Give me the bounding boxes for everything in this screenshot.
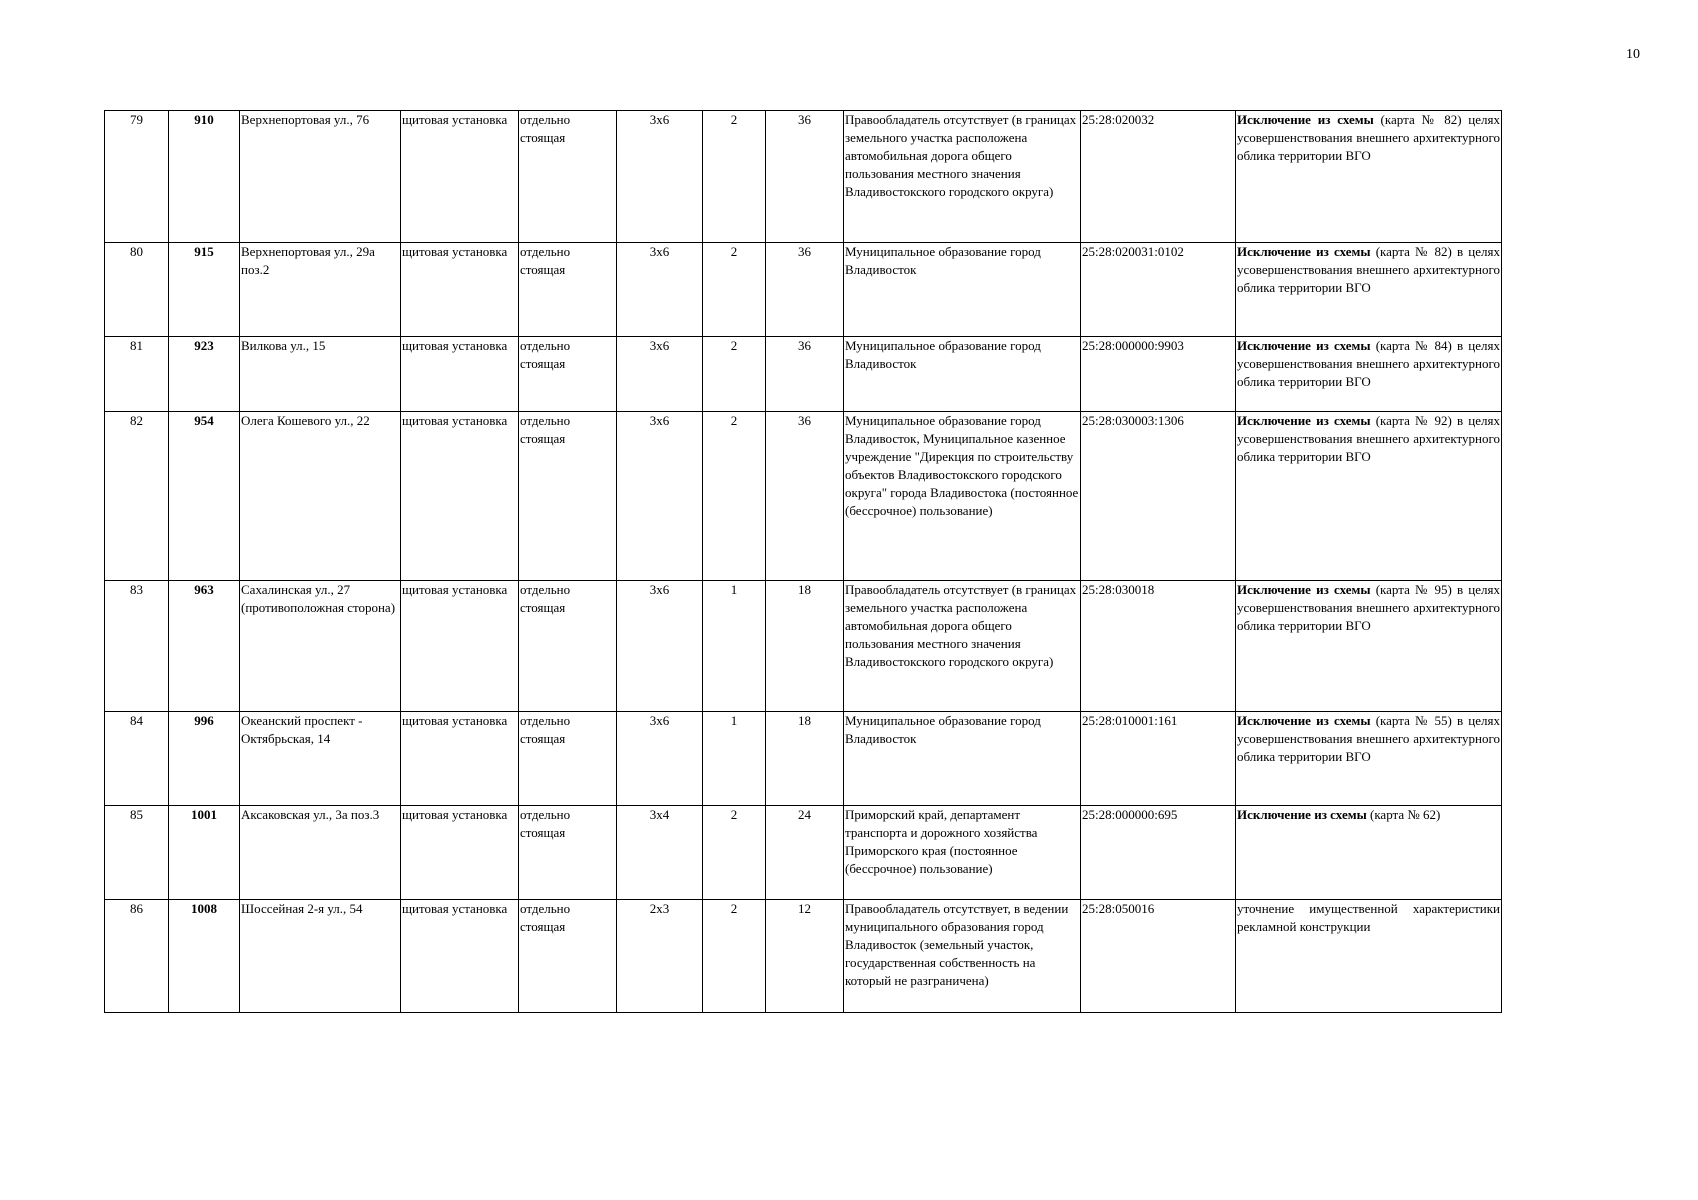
note-bold-text: Исключение из схемы [1237,244,1371,259]
size-cell: 3х6 [617,111,703,243]
cadastre-number-cell: 25:28:050016 [1081,900,1236,1013]
construction-id: 954 [169,412,240,581]
sides-cell: 2 [703,900,766,1013]
placement-cell: отдельно стоящая [519,111,617,243]
table-row [105,806,1502,900]
row-number: 85 [105,806,169,900]
cadastre-number-cell: 25:28:020031:0102 [1081,243,1236,337]
construction-id: 923 [169,337,240,412]
area-cell: 18 [766,581,844,712]
table-row [105,337,1502,412]
sides-cell: 2 [703,806,766,900]
area-cell: 36 [766,243,844,337]
construction-id: 1001 [169,806,240,900]
cadastre-number-cell: 25:28:000000:9903 [1081,337,1236,412]
owner-cell: Правообладатель отсутствует, в ведении муниципального образования город Владивосток (земельный участок, государственная собственность на который не разграничена) [844,900,1081,1013]
note-cell [1236,412,1502,581]
table-row [105,581,1502,712]
note-bold-text: Исключение из схемы [1237,413,1371,428]
placement-cell: отдельно стоящая [519,243,617,337]
note-text: (карта № 84) в целях усовершенствования внешнего архитектурного облика территории ВГО [1237,338,1500,389]
note-text: уточнение имущественной характеристики рекламной конструкции [1237,901,1500,934]
row-number: 83 [105,581,169,712]
area-cell: 24 [766,806,844,900]
note-text: (карта № 82) целях усовершенствования внешнего архитектурного облика территории ВГО [1237,112,1500,163]
sides-cell: 2 [703,243,766,337]
note-text: (карта № 62) [1366,807,1441,822]
row-number: 81 [105,337,169,412]
address-cell: Аксаковская ул., 3а поз.3 [240,806,401,900]
row-number: 84 [105,712,169,806]
owner-cell: Муниципальное образование город Владивосток [844,712,1081,806]
address-cell: Верхнепортовая ул., 29а поз.2 [240,243,401,337]
size-cell: 2х3 [617,900,703,1013]
note-bold-text: Исключение из схемы [1237,338,1371,353]
note-cell [1236,712,1502,806]
placement-cell: отдельно стоящая [519,806,617,900]
advertising-structures-table [104,110,1502,1013]
note-bold-text: Исключение из схемы [1237,582,1371,597]
sides-cell: 2 [703,337,766,412]
construction-id: 1008 [169,900,240,1013]
cadastre-number-cell: 25:28:000000:695 [1081,806,1236,900]
size-cell: 3х6 [617,581,703,712]
owner-cell: Муниципальное образование город Владивосток, Муниципальное казенное учреждение "Дирекция по строительству объектов Владивостокского городского округа" города Владивостока (постоянное (бессрочное) пользование) [844,412,1081,581]
cadastre-number-cell: 25:28:020032 [1081,111,1236,243]
construction-id: 963 [169,581,240,712]
note-text: (карта № 92) в целях усовершенствования внешнего архитектурного облика территории ВГО [1237,413,1500,464]
note-cell [1236,806,1502,900]
area-cell: 12 [766,900,844,1013]
cadastre-number-cell: 25:28:030003:1306 [1081,412,1236,581]
cadastre-number-cell: 25:28:030018 [1081,581,1236,712]
owner-cell: Правообладатель отсутствует (в границах земельного участка расположена автомобильная дорога общего пользования местного значения Владивостокского городского округа) [844,111,1081,243]
construction-type-cell: щитовая установка [401,806,519,900]
table-row [105,243,1502,337]
placement-cell: отдельно стоящая [519,900,617,1013]
construction-id: 996 [169,712,240,806]
construction-type-cell: щитовая установка [401,712,519,806]
area-cell: 36 [766,337,844,412]
owner-cell: Муниципальное образование город Владивосток [844,243,1081,337]
table-row [105,111,1502,243]
owner-cell: Приморский край, департамент транспорта и дорожного хозяйства Приморского края (постоянное (бессрочное) пользование) [844,806,1081,900]
placement-cell: отдельно стоящая [519,412,617,581]
size-cell: 3х6 [617,337,703,412]
placement-cell: отдельно стоящая [519,337,617,412]
size-cell: 3х6 [617,243,703,337]
construction-type-cell: щитовая установка [401,581,519,712]
construction-id: 910 [169,111,240,243]
row-number: 82 [105,412,169,581]
address-cell: Вилкова ул., 15 [240,337,401,412]
note-bold-text: Исключение из схемы [1237,112,1374,127]
note-text: (карта № 95) в целях усовершенствования внешнего архитектурного облика территории ВГО [1237,582,1500,633]
area-cell: 36 [766,111,844,243]
construction-type-cell: щитовая установка [401,900,519,1013]
table-row [105,412,1502,581]
sides-cell: 1 [703,581,766,712]
owner-cell: Правообладатель отсутствует (в границах земельного участка расположена автомобильная дорога общего пользования местного значения Владивостокского городского округа) [844,581,1081,712]
note-cell [1236,581,1502,712]
size-cell: 3х6 [617,712,703,806]
cadastre-number-cell: 25:28:010001:161 [1081,712,1236,806]
note-cell [1236,900,1502,1013]
row-number: 86 [105,900,169,1013]
construction-type-cell: щитовая установка [401,243,519,337]
note-cell [1236,111,1502,243]
placement-cell: отдельно стоящая [519,581,617,712]
page-number: 10 [1626,47,1640,62]
table-row [105,712,1502,806]
area-cell: 18 [766,712,844,806]
sides-cell: 2 [703,412,766,581]
address-cell: Шоссейная 2-я ул., 54 [240,900,401,1013]
area-cell: 36 [766,412,844,581]
construction-type-cell: щитовая установка [401,111,519,243]
address-cell: Олега Кошевого ул., 22 [240,412,401,581]
sides-cell: 1 [703,712,766,806]
owner-cell: Муниципальное образование город Владивосток [844,337,1081,412]
row-number: 80 [105,243,169,337]
row-number: 79 [105,111,169,243]
address-cell: Сахалинская ул., 27 (противоположная сторона) [240,581,401,712]
note-text: (карта № 82) в целях усовершенствования внешнего архитектурного облика территории ВГО [1237,244,1500,295]
construction-type-cell: щитовая установка [401,337,519,412]
note-bold-text: Исключение из схемы [1237,807,1367,822]
size-cell: 3х4 [617,806,703,900]
note-bold-text: Исключение из схемы [1237,713,1371,728]
note-cell [1236,243,1502,337]
construction-id: 915 [169,243,240,337]
size-cell: 3х6 [617,412,703,581]
table-row [105,900,1502,1013]
construction-type-cell: щитовая установка [401,412,519,581]
note-cell [1236,337,1502,412]
address-cell: Океанский проспект - Октябрьская, 14 [240,712,401,806]
note-text: (карта № 55) в целях усовершенствования внешнего архитектурного облика территории ВГО [1237,713,1500,764]
address-cell: Верхнепортовая ул., 76 [240,111,401,243]
placement-cell: отдельно стоящая [519,712,617,806]
sides-cell: 2 [703,111,766,243]
